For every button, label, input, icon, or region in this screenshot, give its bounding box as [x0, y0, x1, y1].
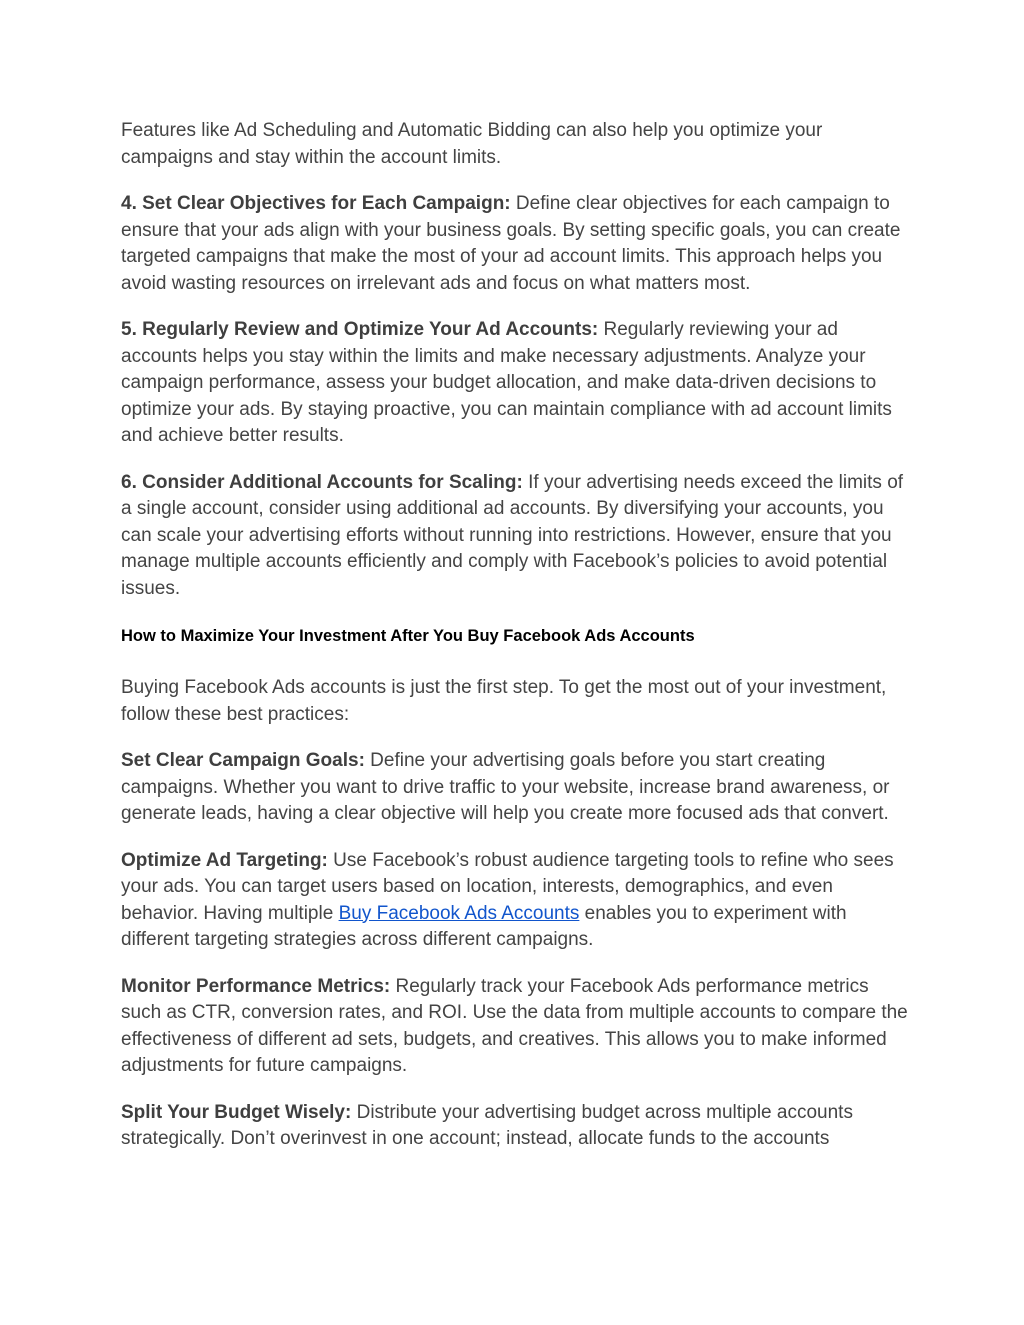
- practice-title: Monitor Performance Metrics:: [121, 975, 391, 997]
- practice-body: Define your advertising goals before you start creating campaigns. Whether you want to drive traffic to your website, increase brand awareness, or generate leads, having a clear objective will help you create more focused ads that convert.: [121, 750, 890, 824]
- tip-body: Regularly reviewing your ad accounts helps you stay within the limits and make necessary adjustments. Analyze your campaign performance, assess your budget allocation, and make data-driven decisions to optimize your ads. By staying proactive, you can maintain compliance with ad account limits and achieve better results.: [121, 319, 892, 446]
- tip-body: If your advertising needs exceed the limits of a single account, consider using additional ad accounts. By diversifying your accounts, you can scale your advertising efforts without running into restrictions. However, ensure that you manage multiple accounts efficiently and comply with Facebook’s policies to avoid potential issues.: [121, 471, 904, 599]
- practice-body-before-link: Use Facebook’s robust audience targeting tools to refine who sees your ads. You can target users based on location, interests, demographics, and even behavior. Having multiple: [121, 849, 894, 924]
- tip-body: Define clear objectives for each campaign to ensure that your ads align with your business goals. By setting specific goals, you can create targeted campaigns that make the most of your ad account limits. This approach helps you avoid wasting resources on irrelevant ads and focus on what matters most.: [121, 193, 901, 294]
- practice-body: Distribute your advertising budget across multiple accounts strategically. Don’t overinvest in one account; instead, allocate funds to the accounts: [121, 1101, 853, 1149]
- practice-paragraph-budget: [121, 1100, 911, 1153]
- practice-paragraph-goals: [121, 748, 911, 828]
- tip-title: 4. Set Clear Objectives for Each Campaign:: [121, 193, 511, 214]
- buy-facebook-ads-accounts-link[interactable]: Buy Facebook Ads Accounts: [338, 902, 580, 924]
- tip-title: 5. Regularly Review and Optimize Your Ad Accounts:: [121, 319, 599, 340]
- practice-title: Set Clear Campaign Goals:: [121, 750, 365, 771]
- tip-paragraph-4: [121, 191, 911, 297]
- practice-body-after-link: enables you to experiment with different targeting strategies across different campaigns.: [121, 902, 847, 950]
- tip-paragraph-5: [121, 317, 911, 450]
- practice-title: Split Your Budget Wisely:: [121, 1101, 352, 1123]
- practice-title: Optimize Ad Targeting:: [121, 849, 328, 871]
- practice-paragraph-targeting: [121, 848, 911, 954]
- practice-body: Regularly track your Facebook Ads performance metrics such as CTR, conversion rates, and ROI. Use the data from multiple accounts to compare the effectiveness of different ad sets, budgets, and creatives. This allows you to make informed adjustments for future campaigns.: [121, 975, 908, 1076]
- tip-title: 6. Consider Additional Accounts for Scaling:: [121, 471, 523, 493]
- tip-paragraph-6: [121, 470, 911, 603]
- intro-paragraph: Features like Ad Scheduling and Automatic Bidding can also help you optimize your campaigns and stay within the account limits.: [121, 120, 823, 168]
- practice-paragraph-metrics: [121, 974, 911, 1080]
- section-heading: How to Maximize Your Investment After You Buy Facebook Ads Accounts: [121, 627, 695, 645]
- section-intro-paragraph: Buying Facebook Ads accounts is just the first step. To get the most out of your investment, follow these best practices:: [121, 677, 887, 725]
